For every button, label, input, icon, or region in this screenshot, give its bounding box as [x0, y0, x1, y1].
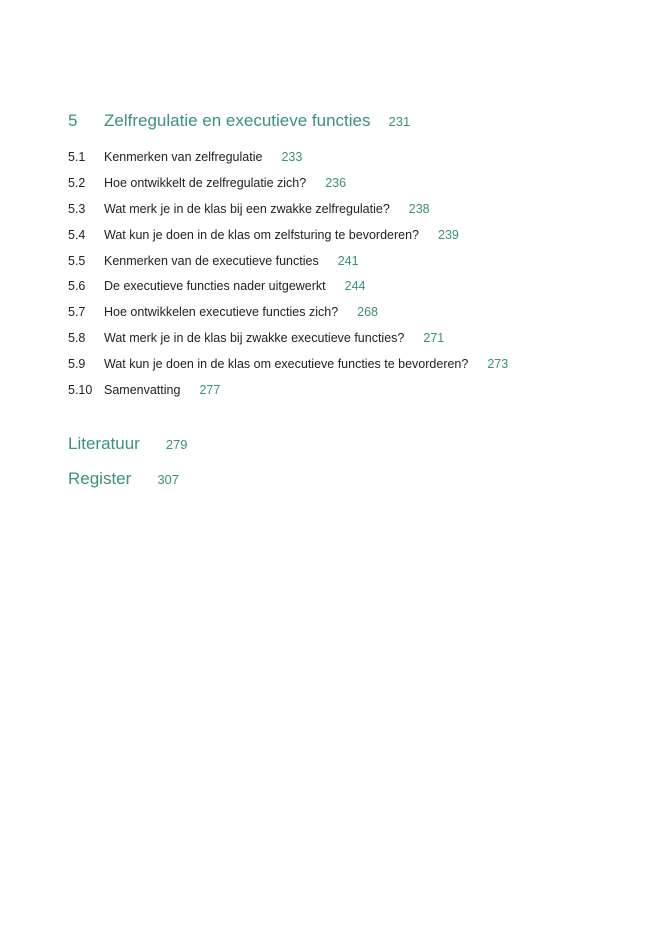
toc-literatuur — [68, 434, 188, 454]
section-page-number: 238 — [408, 201, 430, 216]
section-title: Wat kun je doen in de klas om zelfsturing te bevorderen? — [104, 227, 419, 242]
section-title: De executieve functies nader uitgewerkt — [104, 279, 326, 294]
toc-entry — [68, 202, 508, 228]
back-matter-page-number: 279 — [165, 437, 188, 452]
section-page-number: 233 — [281, 150, 303, 164]
toc-entry — [68, 357, 508, 383]
section-page-number: 241 — [337, 253, 359, 268]
section-list — [68, 150, 508, 409]
section-page-number: 273 — [487, 357, 509, 372]
section-number: 5.2 — [68, 175, 86, 190]
section-number: 5.7 — [68, 305, 86, 320]
toc-entry — [68, 176, 508, 202]
section-number: 5.8 — [68, 331, 86, 346]
section-page-number: 277 — [199, 383, 221, 398]
section-title: Wat merk je in de klas bij zwakke executieve functies? — [104, 331, 405, 346]
section-number: 5.3 — [68, 201, 86, 216]
section-number: 5.9 — [68, 357, 86, 372]
section-number: 5.10 — [68, 383, 93, 398]
toc-entry — [68, 383, 508, 409]
back-matter-page-number: 307 — [157, 472, 180, 487]
section-title: Wat kun je doen in de klas om executieve functies te bevorderen? — [104, 357, 469, 372]
section-title: Wat merk je in de klas bij een zwakke zelfregulatie? — [104, 201, 390, 216]
toc-entry — [68, 254, 508, 280]
section-page-number: 239 — [438, 227, 459, 242]
toc-entry — [68, 305, 508, 331]
toc-entry — [68, 331, 508, 357]
section-title: Hoe ontwikkelt de zelfregulatie zich? — [104, 175, 307, 190]
section-number: 5.5 — [68, 253, 86, 268]
section-number: 5.1 — [68, 150, 86, 164]
toc-entry — [68, 279, 508, 305]
section-page-number: 236 — [325, 175, 347, 190]
toc-register — [68, 469, 179, 489]
section-title: Hoe ontwikkelen executieve functies zich? — [104, 305, 339, 320]
toc-entry — [68, 228, 508, 254]
section-number: 5.4 — [68, 227, 86, 242]
section-title: Kenmerken van zelfregulatie — [104, 150, 263, 164]
section-title: Samenvatting — [104, 383, 181, 398]
section-title: Kenmerken van de executieve functies — [104, 253, 319, 268]
chapter-page-number: 231 — [388, 114, 411, 129]
back-matter-title: Literatuur — [68, 434, 140, 453]
chapter-number: 5 — [68, 111, 78, 130]
section-page-number: 271 — [423, 331, 445, 346]
chapter-title: Zelfregulatie en executieve functies — [104, 111, 371, 130]
toc-entry — [68, 150, 508, 176]
section-page-number: 268 — [357, 305, 379, 320]
back-matter-title: Register — [68, 469, 132, 488]
section-number: 5.6 — [68, 279, 86, 294]
chapter-heading — [68, 111, 410, 137]
section-page-number: 244 — [344, 279, 366, 294]
